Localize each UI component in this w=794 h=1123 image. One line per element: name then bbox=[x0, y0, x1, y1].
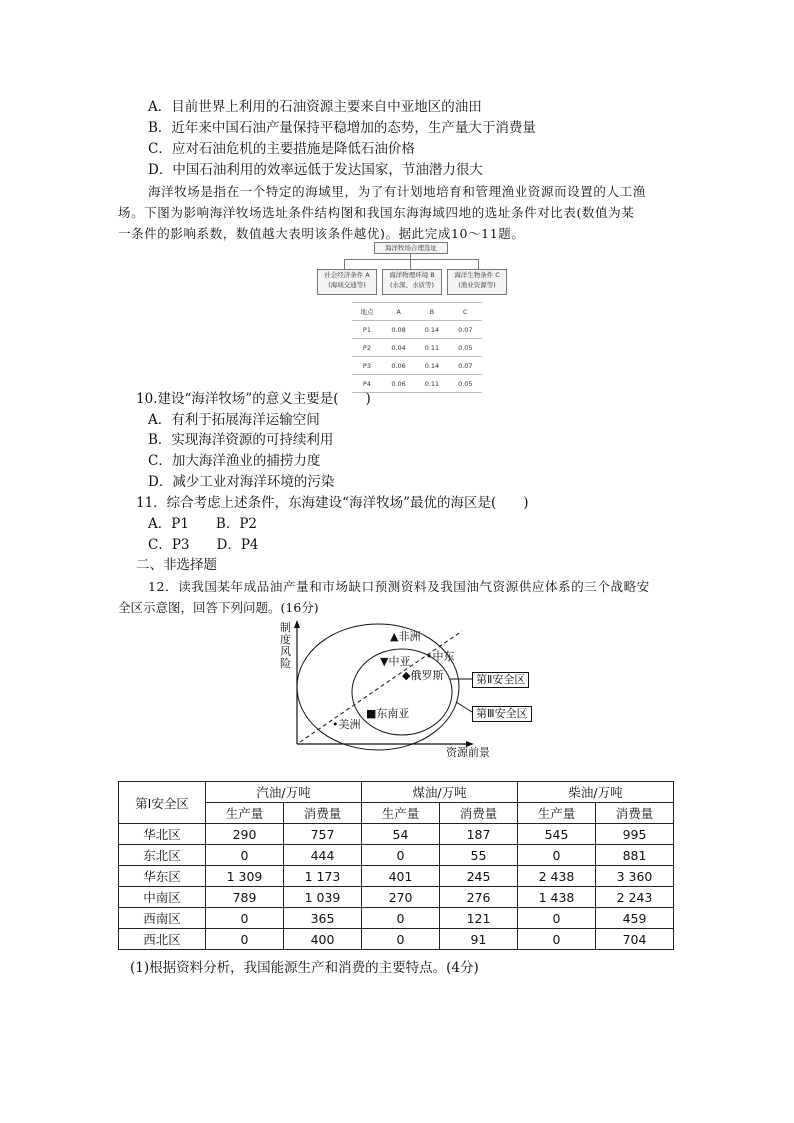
x-axis-label: 资源前景 bbox=[446, 746, 490, 759]
ranch-table bbox=[352, 302, 482, 393]
section-heading: 二、非选择题 bbox=[136, 557, 217, 573]
table-row: 华东区 1 309 1 173 401 245 2 438 3 360 bbox=[119, 866, 674, 887]
safety-zone-diagram bbox=[280, 620, 550, 760]
ranch-th: A bbox=[382, 303, 415, 321]
q12-line-2: 全区示意图，回答下列问题。(16分) bbox=[118, 600, 319, 615]
table-row: 东北区 0 444 0 55 0 881 bbox=[119, 845, 674, 866]
label-africa: ▲非洲 bbox=[390, 630, 421, 643]
label-central-asia: ▼中亚 bbox=[380, 655, 411, 668]
ranch-th: B bbox=[415, 303, 448, 321]
q10-option-d: D．减少工业对海洋环境的污染 bbox=[148, 474, 335, 490]
ranch-row: P4 0.06 0.11 0.05 bbox=[352, 375, 482, 393]
q9-option-d: D．中国石油利用的效率远低于发达国家，节油潜力很大 bbox=[148, 162, 483, 178]
sub-header: 消费量 bbox=[284, 803, 362, 824]
group-header-gasoline: 汽油/万吨 bbox=[206, 782, 362, 803]
q11-options-row-1: A．P1 B．P2 bbox=[148, 516, 258, 532]
ranch-branch-c: 海洋生物条件 C (渔业资源等) bbox=[447, 269, 507, 295]
q9-option-a: A．目前世界上利用的石油资源主要来自中亚地区的油田 bbox=[148, 99, 482, 115]
q10-stem: 10.建设“海洋牧场”的意义主要是( ) bbox=[136, 391, 371, 407]
ranch-th: 地点 bbox=[352, 303, 382, 321]
zone-3-label: 第Ⅲ安全区 bbox=[472, 706, 532, 722]
group-header-kerosene: 煤油/万吨 bbox=[362, 782, 518, 803]
sub-header: 消费量 bbox=[596, 803, 674, 824]
ranch-branch-a: 社会经济条件 A (海域交通等) bbox=[317, 269, 377, 295]
sub-header: 生产量 bbox=[518, 803, 596, 824]
energy-table bbox=[118, 781, 674, 950]
sub-header: 生产量 bbox=[206, 803, 284, 824]
intro-line-1: 海洋牧场是指在一个特定的海域里，为了有计划地培育和管理渔业资源而设置的人工渔 bbox=[148, 184, 646, 199]
sub-header: 生产量 bbox=[362, 803, 440, 824]
q9-option-c: C．应对石油危机的主要措施是降低石油价格 bbox=[148, 141, 415, 157]
table-row: 中南区 789 1 039 270 276 1 438 2 243 bbox=[119, 887, 674, 908]
q12-line-1: 12．读我国某年成品油产量和市场缺口预测资料及我国油气资源供应体系的三个战略安 bbox=[148, 579, 650, 594]
ranch-row: P3 0.06 0.14 0.07 bbox=[352, 357, 482, 375]
ranch-th: C bbox=[449, 303, 482, 321]
sub-header: 消费量 bbox=[440, 803, 518, 824]
ranch-root-box: 海洋牧场合理选址 bbox=[374, 242, 448, 254]
intro-line-3: 一条件的影响系数，数值越大表明该条件越优)。据此完成10～11题。 bbox=[118, 226, 525, 241]
q11-options-row-2: C．P3 D．P4 bbox=[148, 537, 259, 553]
group-header-diesel: 柴油/万吨 bbox=[518, 782, 674, 803]
intro-line-2: 场。下图为影响海洋牧场选址条件结构图和我国东海海域四地的选址条件对比表(数值为某 bbox=[118, 205, 635, 220]
table-row: 西南区 0 365 0 121 0 459 bbox=[119, 908, 674, 929]
label-america: •美洲 bbox=[332, 718, 361, 731]
table-row: 西北区 0 400 0 91 0 704 bbox=[119, 929, 674, 950]
ranch-row: P2 0.04 0.11 0.05 bbox=[352, 339, 482, 357]
ranch-row: P1 0.08 0.14 0.07 bbox=[352, 321, 482, 339]
label-middle-east: •中东 bbox=[426, 650, 455, 663]
q12-part-1: (1)根据资料分析，我国能源生产和消费的主要特点。(4分) bbox=[130, 960, 479, 976]
table-row: 华北区 290 757 54 187 545 995 bbox=[119, 824, 674, 845]
label-southeast-asia: ■东南亚 bbox=[366, 707, 410, 720]
q10-option-b: B．实现海洋资源的可持续利用 bbox=[148, 432, 334, 448]
y-axis-label: 制 度 风 险 bbox=[280, 621, 291, 670]
table-corner-header: 第Ⅰ安全区 bbox=[119, 782, 206, 824]
zone-2-label: 第Ⅱ安全区 bbox=[472, 672, 529, 688]
label-russia: ◆俄罗斯 bbox=[402, 669, 444, 682]
q9-option-b: B．近年来中国石油产量保持平稳增加的态势，生产量大于消费量 bbox=[148, 120, 536, 136]
q10-option-c: C．加大海洋渔业的捕捞力度 bbox=[148, 453, 321, 469]
q11-stem: 11．综合考虑上述条件，东海建设“海洋牧场”最优的海区是( ) bbox=[136, 495, 529, 511]
ranch-branch-b: 海洋物理环境 B (水深、水质等) bbox=[382, 269, 442, 295]
ocean-ranch-figure bbox=[312, 240, 512, 386]
q10-option-a: A．有利于拓展海洋运输空间 bbox=[148, 412, 320, 428]
